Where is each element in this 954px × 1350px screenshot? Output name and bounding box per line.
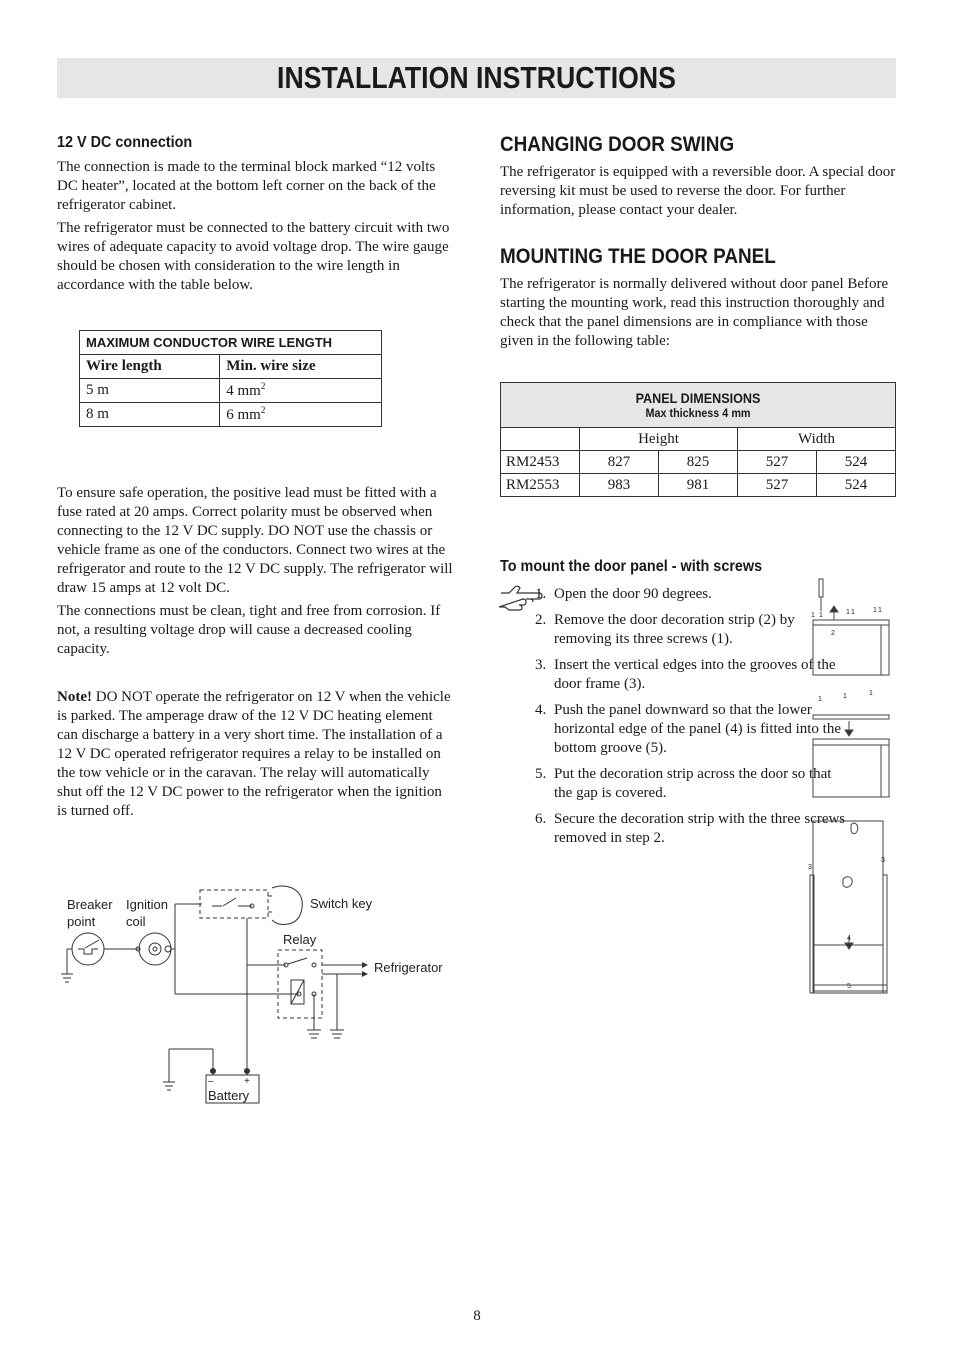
fig1-label-1d: 1 <box>851 609 855 616</box>
wire-length-cell: 8 m <box>80 403 220 427</box>
width-cell: 527 <box>738 451 817 474</box>
wire-size-cell: 6 $mm^2$ <box>220 403 382 427</box>
table-row <box>501 451 896 474</box>
title-bar <box>57 58 896 98</box>
dc-paragraph-2: The refrigerator must be connected to the battery circuit with two wires of adequate capacity to avoid voltage drop. The wire gauge should be chosen with consideration to the wire length in accordance with the table below. <box>57 220 450 293</box>
table-row <box>501 474 896 497</box>
panel-table-header <box>501 383 896 428</box>
refrigerator-label: Refrigerator <box>374 960 443 975</box>
door-swing-heading: CHANGING DOOR SWING <box>500 133 735 156</box>
wire-table-col-length: Wire length <box>80 355 220 379</box>
wire-length-table <box>79 330 382 427</box>
wire-size-cell: 4 $mm^2$ <box>220 379 382 403</box>
fig1-label-2: 2 <box>831 630 835 637</box>
panel-table-width-label: Width <box>738 428 896 451</box>
wire-table-title: MAXIMUM CONDUCTOR WIRE LENGTH <box>80 331 382 355</box>
list-item: 6. Secure the decoration strip with the three screws removed in step 2. <box>550 810 850 848</box>
width-cell: 527 <box>738 474 817 497</box>
fig2-label-1c: 1 <box>869 690 873 697</box>
ignition-label-line2: coil <box>126 914 146 929</box>
wire-length-cell: 5 m <box>80 379 220 403</box>
list-item: 5. Put the decoration strip across the door so that the gap is covered. <box>550 765 850 803</box>
switch-key-label: Switch key <box>310 896 373 911</box>
battery-plus: + <box>244 1076 250 1087</box>
mounting-panel-heading: MOUNTING THE DOOR PANEL <box>500 245 776 268</box>
panel-table-blank-cell <box>501 428 580 451</box>
height-cell: 827 <box>580 451 659 474</box>
fig1-label-1f: 1 <box>878 607 882 614</box>
panel-table-title: PANEL DIMENSIONS <box>635 390 761 406</box>
fig2-label-1b: 1 <box>843 693 847 700</box>
height-cell: 983 <box>580 474 659 497</box>
width-cell: 524 <box>817 451 896 474</box>
ignition-label-line1: Ignition <box>126 897 168 912</box>
note-label: Note! <box>57 689 92 705</box>
page-title: INSTALLATION INSTRUCTIONS <box>277 60 676 95</box>
fig1-label-1e: 1 <box>873 607 877 614</box>
page-number: 8 <box>473 1308 481 1324</box>
dc-connection-heading: 12 V DC connection <box>57 134 193 151</box>
model-cell: RM2453 <box>501 451 580 474</box>
note-text: DO NOT operate the refrigerator on 12 V when the vehicle is parked. The amperage draw of the 12 V DC heating element can discharge a battery in a very short time. The installation of a 12 V DC operated refrigerator requires a relay to be installed on the tow vehicle or in the caravan. The relay will automatically shut off the 12 V DC power to the refrigerator when the ignition is turned off. <box>57 689 451 819</box>
panel-table-subtitle: Max thickness 4 mm <box>645 406 751 420</box>
fig2-label-1a: 1 <box>818 696 822 703</box>
door-swing-text: The refrigerator is equipped with a reversible door. A special door reversing kit must be used to reverse the door. For further information, please contact your dealer. <box>500 164 896 218</box>
height-cell: 825 <box>659 451 738 474</box>
model-cell: RM2553 <box>501 474 580 497</box>
panel-dimensions-table <box>500 382 896 497</box>
list-item: 4. Push the panel downward so that the lower horizontal edge of the panel (4) is fitted into the bottom groove (5). <box>550 701 850 758</box>
dc-paragraph-1: The connection is made to the terminal block marked “12 volts DC heater”, located at the bottom left corner on the back of the refrigerator cabinet. <box>57 159 436 213</box>
mounting-steps-list <box>482 585 850 848</box>
fig3-label-5: 5 <box>847 983 851 990</box>
fig3-label-3b: 3 <box>881 857 885 864</box>
door-panel-figures <box>805 575 895 1000</box>
note-paragraph <box>57 688 455 821</box>
width-cell: 524 <box>817 474 896 497</box>
list-item: 3. Insert the vertical edges into the grooves of the door frame (3). <box>550 656 850 694</box>
panel-table-height-label: Height <box>580 428 738 451</box>
fig3-label-4: 4 <box>847 935 851 942</box>
table-row <box>80 403 382 427</box>
wire-table-col-size: Min. wire size <box>220 355 382 379</box>
fig1-label-1c: 1 <box>846 609 850 616</box>
height-cell: 981 <box>659 474 738 497</box>
battery-minus: – <box>208 1076 214 1087</box>
list-item: 1. Open the door 90 degrees. <box>550 585 850 604</box>
relay-label: Relay <box>283 932 317 947</box>
list-item: 2. Remove the door decoration strip (2) by removing its three screws (1). <box>550 611 850 649</box>
table-row <box>80 379 382 403</box>
safety-paragraph-2: The connections must be clean, tight and free from corrosion. If not, a resulting voltage drop will cause a decreased cooling capacity. <box>57 603 441 657</box>
fig1-label-1b: 1 <box>819 612 823 619</box>
mounting-panel-text: The refrigerator is normally delivered without door panel Before starting the mounting work, read this instruction thoroughly and check that the panel dimensions are in compliance with those given in the following table: <box>500 276 889 349</box>
breaker-label-line2: point <box>67 914 96 929</box>
battery-label: Battery <box>208 1088 250 1103</box>
fig1-label-1a: 1 <box>811 612 815 619</box>
fig3-label-3a: 3 <box>808 864 812 871</box>
safety-paragraph-1: To ensure safe operation, the positive lead must be fitted with a fuse rated at 20 amps. Correct polarity must be observed when connecting to the 12 V DC supply. DO NOT use the chassis or vehicle frame as one of the conductors. Connect two wires at the refrigerator and route to the 12 V DC supply. The refrigerator will draw 15 amps at 12 volt DC. <box>57 485 453 596</box>
breaker-label-line1: Breaker <box>67 897 113 912</box>
mount-screws-heading: To mount the door panel - with screws <box>500 558 763 575</box>
wiring-diagram <box>57 878 457 1108</box>
